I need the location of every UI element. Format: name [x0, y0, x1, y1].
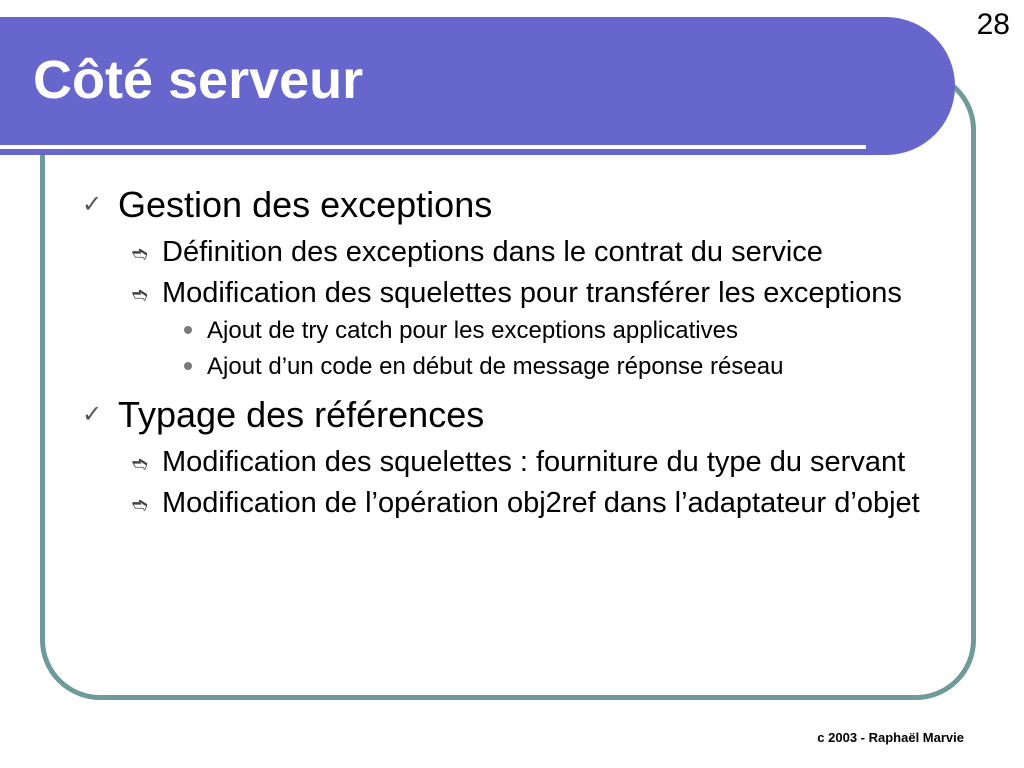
sub-bullet-text: Modification des squelettes pour transférer les exceptions	[162, 277, 902, 309]
bullet-text: Gestion des exceptions	[118, 184, 493, 225]
pointing-arrow-icon: ➬	[132, 495, 148, 516]
checkmark-icon: ✓	[82, 191, 103, 218]
round-bullet-icon	[184, 362, 192, 370]
bullet-list	[80, 180, 960, 522]
sub-bullet-text: Définition des exceptions dans le contrat du service	[162, 236, 823, 268]
sub-bullet-item	[132, 485, 960, 522]
footer-copyright: c 2003 - Raphaël Marvie	[817, 730, 964, 745]
round-bullet-icon	[184, 326, 192, 334]
bullet-text: Typage des références	[118, 394, 485, 435]
pointing-arrow-icon: ➬	[132, 244, 148, 265]
sub-sub-bullet-text: Ajout de try catch pour les exceptions applicatives	[207, 317, 738, 344]
page-number: 28	[976, 8, 1010, 41]
sub-bullet-item	[132, 444, 960, 481]
bullet-item	[80, 390, 960, 440]
sub-sub-bullet-item	[207, 350, 960, 384]
sub-bullet-item	[132, 275, 960, 312]
sub-bullet-text: Modification des squelettes : fourniture du type du servant	[162, 446, 906, 478]
pointing-arrow-icon: ➬	[132, 285, 148, 306]
bullet-item	[80, 180, 960, 230]
slide-title: Côté serveur	[33, 50, 364, 110]
checkmark-icon: ✓	[82, 401, 103, 428]
sub-sub-bullet-item	[207, 314, 960, 348]
sub-bullet-item	[132, 234, 960, 271]
sub-sub-bullet-text: Ajout d’un code en début de message réponse réseau	[207, 353, 784, 380]
sub-bullet-text: Modification de l’opération obj2ref dans l’adaptateur d’objet	[162, 487, 920, 519]
pointing-arrow-icon: ➬	[132, 454, 148, 475]
title-underline	[0, 145, 866, 149]
